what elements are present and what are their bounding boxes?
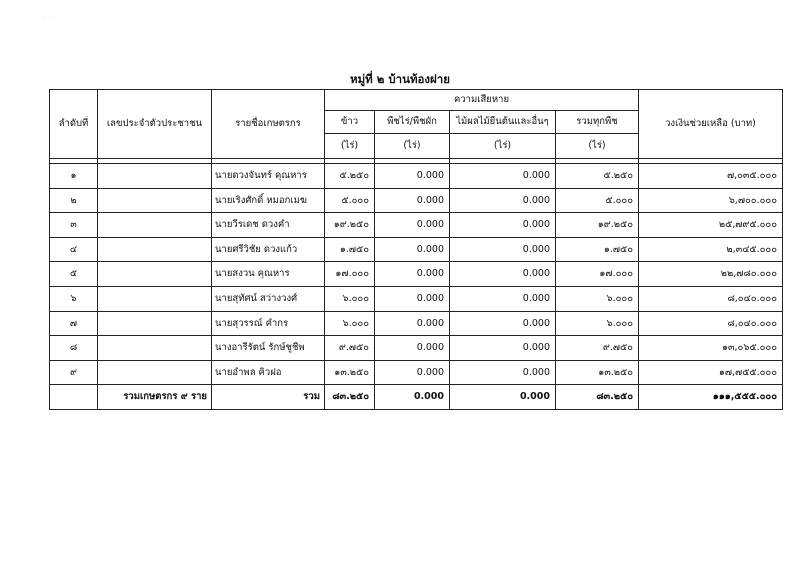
aid-amount: ๒๒,๗๘๐.๐๐๐: [639, 262, 783, 287]
row-number: ๓: [50, 213, 98, 238]
aid-amount: ๒๕,๗๙๕.๐๐๐: [639, 213, 783, 238]
field-crops-area: 0.000: [375, 311, 450, 336]
table-row: [50, 360, 783, 385]
aid-amount: ๒,๓๔๕.๐๐๐: [639, 237, 783, 262]
field-crops-area: 0.000: [375, 164, 450, 189]
header-loss: ความเสียหาย: [325, 90, 639, 111]
field-crops-area: 0.000: [375, 286, 450, 311]
unit-field-crops: (ไร่): [375, 134, 450, 159]
all-crops-area: ๙.๗๕๐: [556, 336, 639, 361]
unit-all-crops: (ไร่): [556, 134, 639, 159]
farmer-name: นายวีรเดช ดวงคำ: [212, 213, 325, 238]
citizen-id-redacted: [98, 188, 212, 213]
rice-area: ๖.๐๐๐: [325, 311, 375, 336]
orchard-area: 0.000: [450, 164, 556, 189]
orchard-area: 0.000: [450, 262, 556, 287]
orchard-area: 0.000: [450, 360, 556, 385]
header-id: เลขประจำตัวประชาชน: [98, 90, 212, 159]
header-rice: ข้าว: [325, 111, 375, 134]
citizen-id-redacted: [98, 336, 212, 361]
row-number: ๖: [50, 286, 98, 311]
total-field-crops: 0.000: [375, 385, 450, 410]
row-number: ๗: [50, 311, 98, 336]
row-number: ๑: [50, 164, 98, 189]
field-crops-area: 0.000: [375, 360, 450, 385]
rice-area: ๑๓.๒๕๐: [325, 360, 375, 385]
unit-rice: (ไร่): [325, 134, 375, 159]
row-number: ๔: [50, 237, 98, 262]
rice-area: ๙.๗๕๐: [325, 336, 375, 361]
header-all-crops: รวมทุกพืช: [556, 111, 639, 134]
field-crops-area: 0.000: [375, 262, 450, 287]
row-number: ๒: [50, 188, 98, 213]
citizen-id-redacted: [98, 262, 212, 287]
header-aid: วงเงินช่วยเหลือ (บาท): [639, 90, 783, 159]
page-title: หมู่ที่ ๒ บ้านท้องฝาย: [350, 72, 450, 86]
table-row: [50, 237, 783, 262]
rice-area: ๖.๐๐๐: [325, 286, 375, 311]
field-crops-area: 0.000: [375, 237, 450, 262]
row-number: ๕: [50, 262, 98, 287]
total-blank: [50, 385, 98, 410]
header-orchard: ไม้ผลไม้ยืนต้นและอื่นๆ: [450, 111, 556, 134]
orchard-area: 0.000: [450, 237, 556, 262]
all-crops-area: ๑๓.๒๕๐: [556, 360, 639, 385]
orchard-area: 0.000: [450, 286, 556, 311]
farmer-name: นายเริงศักดิ์ หมอกเมฆ: [212, 188, 325, 213]
total-orchard: 0.000: [450, 385, 556, 410]
row-number: ๘: [50, 336, 98, 361]
farmer-name: นายสงวน คุณหาร: [212, 262, 325, 287]
farmer-name: นางอารีรัตน์ รักษ์ชูชีพ: [212, 336, 325, 361]
table-row: [50, 336, 783, 361]
all-crops-area: ๖.๐๐๐: [556, 311, 639, 336]
orchard-area: 0.000: [450, 213, 556, 238]
aid-amount: ๑๗,๗๕๕.๐๐๐: [639, 360, 783, 385]
rice-area: ๕.๐๐๐: [325, 188, 375, 213]
table-row: [50, 311, 783, 336]
field-crops-area: 0.000: [375, 336, 450, 361]
all-crops-area: ๑๙.๒๕๐: [556, 213, 639, 238]
total-farmers: รวมเกษตรกร ๙ ราย: [98, 385, 212, 410]
total-all-crops: ๘๓.๒๕๐: [556, 385, 639, 410]
row-number: ๙: [50, 360, 98, 385]
aid-amount: ๖,๗๐๐.๐๐๐: [639, 188, 783, 213]
table-row: [50, 213, 783, 238]
table-row: [50, 286, 783, 311]
aid-amount: ๘,๐๔๐.๐๐๐: [639, 311, 783, 336]
citizen-id-redacted: [98, 213, 212, 238]
table-row: [50, 164, 783, 189]
farmer-name: นายดวงจันทร์ คุณหาร: [212, 164, 325, 189]
total-label: รวม: [212, 385, 325, 410]
citizen-id-redacted: [98, 360, 212, 385]
all-crops-area: ๑.๗๕๐: [556, 237, 639, 262]
rice-area: ๑๙.๒๕๐: [325, 213, 375, 238]
aid-amount: ๘,๐๔๐.๐๐๐: [639, 286, 783, 311]
loss-table: [49, 89, 783, 410]
field-crops-area: 0.000: [375, 188, 450, 213]
citizen-id-redacted: [98, 286, 212, 311]
unit-orchard: (ไร่): [450, 134, 556, 159]
rice-area: ๕.๒๕๐: [325, 164, 375, 189]
farmer-name: นายสุวรรณ์ คำกร: [212, 311, 325, 336]
citizen-id-redacted: [98, 237, 212, 262]
farmer-name: นายสุทัศน์ สว่างวงศ์: [212, 286, 325, 311]
rice-area: ๑๗.๐๐๐: [325, 262, 375, 287]
orchard-area: 0.000: [450, 311, 556, 336]
table-row: [50, 188, 783, 213]
header-no: ลำดับที่: [50, 90, 98, 159]
citizen-id-redacted: [98, 311, 212, 336]
total-aid: ๑๑๑,๕๕๕.๐๐๐: [639, 385, 783, 410]
corner-marks: - -: [42, 14, 55, 21]
farmer-name: นายศรีวิชัย ดวงแก้ว: [212, 237, 325, 262]
citizen-id-redacted: [98, 164, 212, 189]
all-crops-area: ๑๗.๐๐๐: [556, 262, 639, 287]
rice-area: ๑.๗๕๐: [325, 237, 375, 262]
header-name: รายชื่อเกษตรกร: [212, 90, 325, 159]
table-row: [50, 262, 783, 287]
all-crops-area: ๕.๒๕๐: [556, 164, 639, 189]
orchard-area: 0.000: [450, 188, 556, 213]
farmer-name: นายอำพล คิวฝอ: [212, 360, 325, 385]
total-row: [50, 385, 783, 410]
aid-amount: ๑๓,๐๖๕.๐๐๐: [639, 336, 783, 361]
field-crops-area: 0.000: [375, 213, 450, 238]
total-rice: ๘๓.๒๕๐: [325, 385, 375, 410]
orchard-area: 0.000: [450, 336, 556, 361]
aid-amount: ๗,๐๓๕.๐๐๐: [639, 164, 783, 189]
all-crops-area: ๕.๐๐๐: [556, 188, 639, 213]
header-field-crops: พืชไร่/พืชผัก: [375, 111, 450, 134]
all-crops-area: ๖.๐๐๐: [556, 286, 639, 311]
